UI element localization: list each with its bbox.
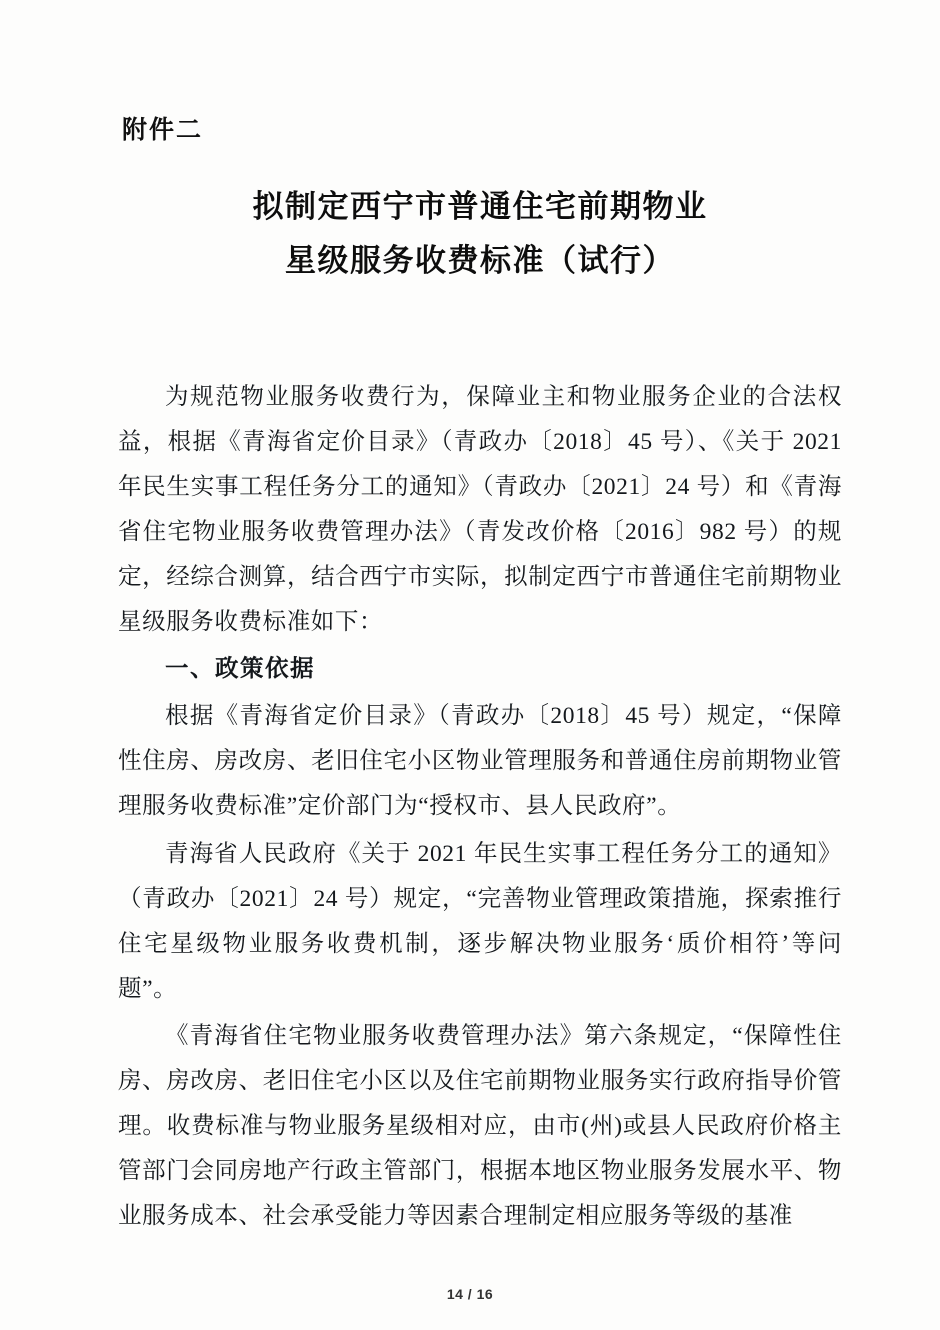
page-title [169,180,792,289]
document-body [118,375,842,1240]
paragraph-basis-1: 根据《青海省定价目录》（青政办〔2018〕45 号）规定，“保障性住房、房改房、老旧住宅小区物业管理服务和普通住房前期物业管理服务收费标准”定价部门为“授权市、县人民政府”。 [118,703,842,820]
paragraph-basis-3: 《青海省住宅物业服务收费管理办法》第六条规定，“保障性住房、房改房、老旧住宅小区以及住宅前期物业服务实行政府指导价管理。收费标准与物业服务星级相对应，由市(州)或县人民政府价格主管部门会同房地产行政主管部门，根据本地区物业服务发展水平、物业服务成本、社会承受能力等因素合理制定相应服务等级的基准 [118,1023,842,1230]
title-line-2: 星级服务收费标准（试行） [285,243,675,279]
attachment-label: 附件二 [122,117,204,144]
paragraph-basis-2: 青海省人民政府《关于 2021 年民生实事工程任务分工的通知》（青政办〔2021〕24 号）规定，“完善物业管理政策措施，探索推行住宅星级物业服务收费机制，逐步解决物业服务‘质价相符’等问题”。 [118,840,842,1002]
section-heading-policy-basis: 一、政策依据 [165,656,315,683]
page-content-area [118,110,842,1240]
paragraph-intro: 为规范物业服务收费行为，保障业主和物业服务企业的合法权益，根据《青海省定价目录》（青政办〔2018〕45 号）、《关于 2021 年民生实事工程任务分工的通知》（青政办〔2021〕24 号）和《青海省住宅物业服务收费管理办法》（青发改价格〔2016〕982 号）的规定，经综合测算，结合西宁市实际，拟制定西宁市普通住宅前期物业星级服务收费标准如下： [118,383,842,636]
title-line-1: 拟制定西宁市普通住宅前期物业 [252,189,708,224]
page-number: 14 / 16 [446,1286,494,1302]
